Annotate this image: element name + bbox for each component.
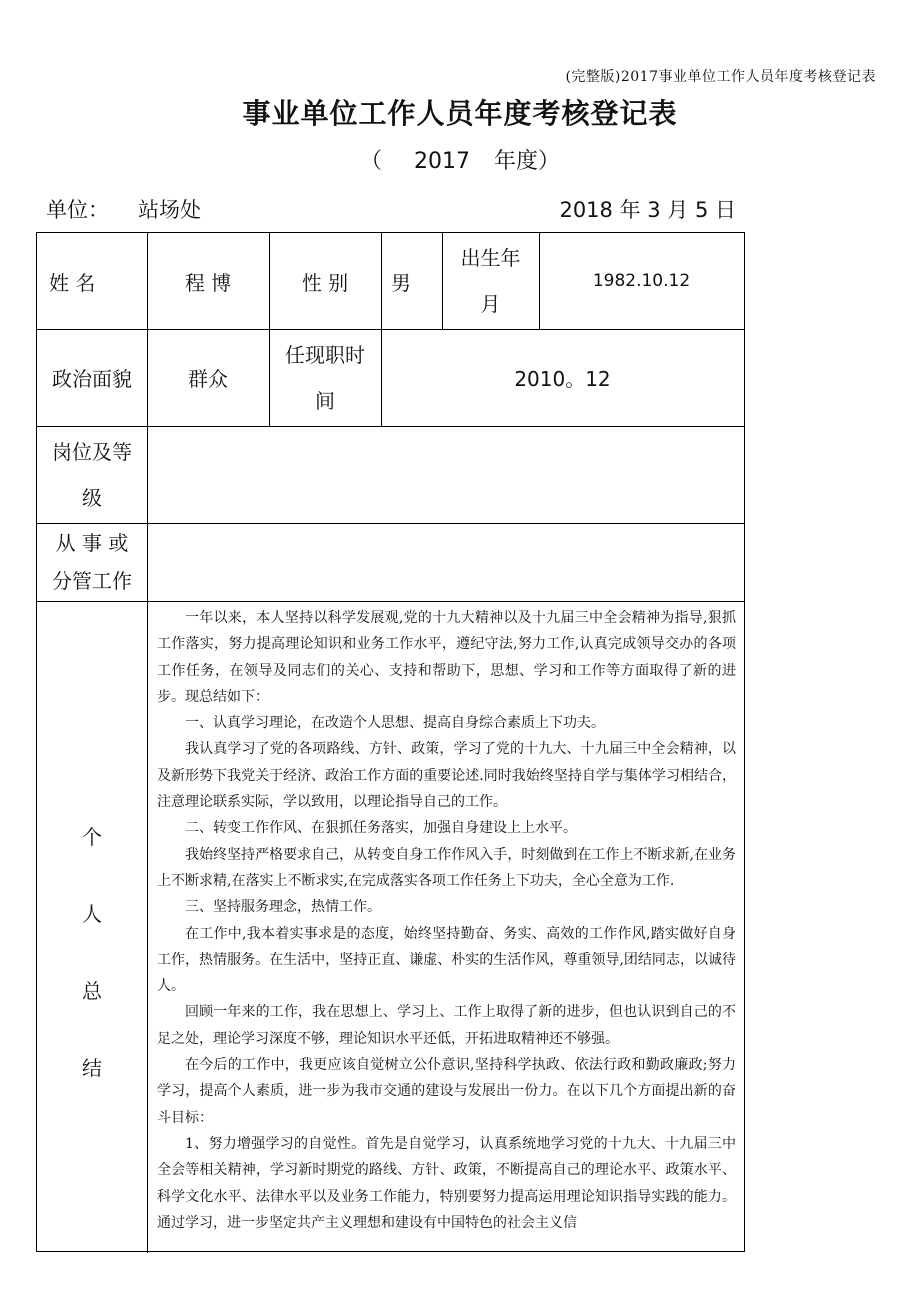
year-line (0, 144, 920, 175)
unit-row (46, 194, 746, 224)
summary-paragraph: 在今后的工作中，我更应该自觉树立公仆意识,坚持科学执政、依法行政和勤政廉政;努力学习，提高个人素质，进一步为我市交通的建设与发展出一份力。在以下几个方面提出新的奋斗目标： (157, 1057, 736, 1126)
birth-label (442, 233, 539, 329)
birth-label-line2: 月 (480, 292, 501, 316)
work-label-line1: 从 事 或 (55, 531, 129, 555)
summary-paragraph: 一年以来，本人坚持以科学发展观,党的十九大精神以及十九届三中全会精神为指导,狠抓工作落实，努力提高理论知识和业务工作水平，遵纪守法,努力工作,认真完成领导交办的各项工作任务，在领导及同志们的关心、支持和帮助下，思想、学习和工作等方面取得了新的进步。现总结如下： (157, 610, 736, 705)
tenure-value: 2010。12 (514, 367, 611, 391)
post-label-line1: 岗位及等 (52, 439, 132, 464)
summary-row (37, 601, 744, 1253)
fill-date: 2018 年 3 月 5 日 (559, 198, 736, 222)
header-note: (完整版)2017事业单位工作人员年度考核登记表 (565, 69, 876, 85)
summary-label-char: 总 (82, 979, 102, 1003)
summary-paragraph: 回顾一年来的工作，我在思想上、学习上、工作上取得了新的进步，但也认识到自己的不足之处，理论学习深度不够，理论知识水平还低，开拓进取精神还不够强。 (157, 1004, 736, 1047)
birth-label-line1: 出生年 (460, 246, 521, 270)
personal-summary-text (149, 601, 744, 1236)
summary-paragraph: 一、认真学习理论，在改造个人思想、提高自身综合素质上下功夫。 (185, 715, 605, 732)
name-label (37, 233, 147, 329)
assessment-year: 2017 (414, 149, 470, 174)
summary-label-char: 结 (82, 1056, 102, 1080)
gender-value: 男 (391, 270, 411, 295)
year-suffix: 年度） (494, 149, 561, 174)
work-label-line2: 分管工作 (52, 569, 132, 593)
assessment-form-table (36, 232, 745, 1252)
tenure-label-line1: 任现职时 (285, 342, 365, 367)
political-label: 政治面貌 (52, 367, 132, 391)
document-title: 事业单位工作人员年度考核登记表 (242, 97, 678, 130)
political-value: 群众 (188, 367, 228, 391)
summary-paragraph: 我认真学习了党的各项路线、方针、政策，学习了党的十九大、十九届三中全会精神，以及新形势下我党关于经济、政治工作方面的重要论述.同时我始终坚持自学与集体学习相结合，注意理论联系实际，学以致用，以理论指导自己的工作。 (157, 741, 736, 811)
post-label-line2: 级 (82, 485, 102, 510)
summary-paragraph: 二、转变工作作风、在狠抓任务落实，加强自身建设上上水平。 (185, 820, 577, 837)
summary-paragraph: 三、坚持服务理念，热情工作。 (185, 899, 381, 916)
summary-paragraph: 我始终坚持严格要求自己，从转变自身工作作风入手，时刻做到在工作上不断求新,在业务上不断求精,在落实上不断求实,在完成落实各项工作任务上下功夫，全心全意为工作. (157, 846, 736, 889)
summary-label-char: 人 (82, 902, 102, 926)
post-value (147, 426, 744, 523)
gender-label: 性 别 (301, 270, 349, 295)
work-value (147, 523, 744, 601)
unit-label: 单位： (46, 198, 109, 222)
tenure-label-line2: 间 (315, 388, 335, 413)
unit-value: 站场处 (138, 198, 201, 222)
name-label-text: 姓 名 (49, 270, 96, 295)
tenure-label (269, 329, 381, 426)
name-value: 程 博 (184, 270, 232, 295)
work-label (37, 523, 147, 601)
summary-paragraph: 1、努力增强学习的自觉性。首先是自觉学习，认真系统地学习党的十九大、十九届三中全会等相关精神，学习新时期党的路线、方针、政策，不断提高自己的理论水平、政策水平、科学文化水平、法律水平以及业务工作能力，特别要努力提高运用理论知识指导实践的能力。通过学习，进一步坚定共产主义理想和建设有中国特色的社会主义信 (157, 1135, 736, 1231)
birth-value: 1982.10.12 (592, 271, 691, 291)
post-label (37, 426, 147, 523)
summary-paragraph: 在工作中,我本着实事求是的态度，始终坚持勤奋、务实、高效的工作作风,踏实做好自身工作，热情服务。在生活中，坚持正直、谦虚、朴实的生活作风，尊重领导,团结同志，以诚待人。 (157, 925, 736, 995)
year-open-paren: （ (359, 149, 382, 174)
summary-label-char: 个 (82, 825, 102, 849)
